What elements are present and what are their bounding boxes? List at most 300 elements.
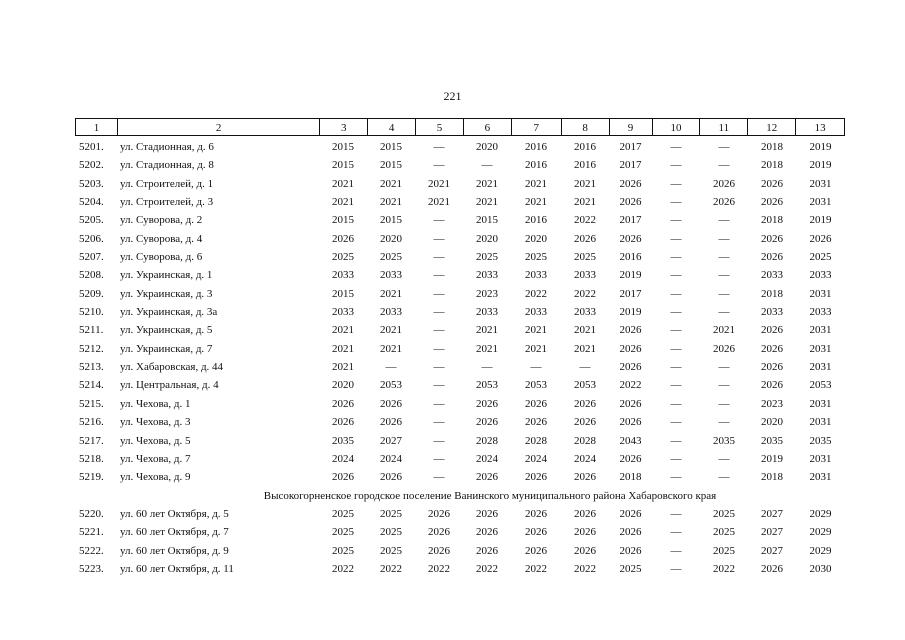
table-cell-col-1: 5202. [79,159,104,172]
table-cell-col-2: ул. Стадионная, д. 8 [120,159,214,172]
schedule-table [75,118,845,578]
table-cell-col-11: 2022 [713,562,735,575]
table-cell-col-7: 2022 [525,562,547,575]
table-cell-col-6: 2026 [476,507,498,520]
table-cell-col-4: 2025 [380,526,402,539]
table-cell-col-7: 2026 [525,416,547,429]
table-cell-col-13: 2035 [809,434,832,447]
table-cell-col-6: 2026 [476,526,498,539]
table-cell-col-13: 2053 [809,379,832,392]
table-row [75,340,845,358]
table-cell-col-2: ул. Хабаровская, д. 44 [120,361,224,374]
table-cell-col-4: 2021 [380,342,402,355]
table-cell-col-2: ул. Украинская, д. 1 [120,269,213,282]
table-cell-col-3: 2035 [332,434,354,447]
table-cell-col-4: 2025 [380,544,402,557]
table-cell-col-4: 2026 [380,397,402,410]
table-cell-col-6: — [481,159,493,172]
table-cell-col-1: 5221. [79,526,104,539]
table-cell-col-7: 2021 [525,342,547,355]
table-cell-col-9: 2026 [619,342,642,355]
header-cell-col-5: 5 [415,119,463,135]
table-cell-col-5: — [433,306,445,319]
table-cell-col-6: 2021 [476,342,498,355]
table-row [75,248,845,266]
table-cell-col-7: 2026 [525,544,547,557]
table-cell-col-6: 2025 [476,251,498,264]
table-cell-col-4: 2026 [380,416,402,429]
table-cell-col-13: 2025 [809,251,832,264]
table-cell-col-12: 2035 [761,434,783,447]
table-cell-col-10: — [670,434,682,447]
table-cell-col-1: 5210. [79,306,104,319]
table-cell-col-1: 5205. [79,214,104,227]
table-cell-col-8: 2033 [574,269,596,282]
table-row [75,285,845,303]
table-cell-col-6: 2021 [476,324,498,337]
table-cell-col-6: 2026 [476,471,498,484]
header-cell-col-11: 11 [699,119,747,135]
table-cell-col-12: 2020 [761,416,783,429]
table-cell-col-1: 5211. [79,324,104,337]
table-cell-col-10: — [670,214,682,227]
table-cell-col-4: 2027 [380,434,402,447]
table-row [75,413,845,431]
table-cell-col-3: 2026 [332,416,354,429]
table-cell-col-9: 2025 [619,562,642,575]
table-cell-col-12: 2026 [761,177,783,190]
table-cell-col-5: — [433,361,445,374]
table-cell-col-2: ул. 60 лет Октября, д. 7 [120,526,229,539]
table-cell-col-9: 2026 [619,177,642,190]
table-cell-col-13: 2031 [809,324,832,337]
table-cell-col-11: — [718,287,730,300]
table-cell-col-7: 2021 [525,324,547,337]
table-cell-col-11: — [718,397,730,410]
table-row [75,193,845,211]
table-cell-col-11: — [718,306,730,319]
table-cell-col-12: 2026 [761,342,783,355]
table-cell-col-11: 2021 [713,324,735,337]
table-cell-col-11: — [718,452,730,465]
table-cell-col-7: — [530,361,542,374]
table-cell-col-2: ул. Чехова, д. 5 [120,434,191,447]
table-cell-col-3: 2022 [332,562,354,575]
table-cell-col-12: 2027 [761,544,783,557]
table-cell-col-11: — [718,269,730,282]
table-cell-col-12: 2033 [761,269,783,282]
table-cell-col-5: — [433,159,445,172]
table-cell-col-6: 2028 [476,434,498,447]
page-number: 221 [443,89,462,103]
table-cell-col-5: 2021 [428,196,450,209]
table-cell-col-13: 2031 [809,361,832,374]
table-cell-col-13: 2031 [809,342,832,355]
table-cell-col-10: — [670,507,682,520]
table-cell-col-2: ул. Суворова, д. 6 [120,251,203,264]
header-cell-col-6: 6 [463,119,511,135]
table-cell-col-11: — [718,361,730,374]
table-cell-col-5: 2026 [428,544,450,557]
table-cell-col-11: — [718,214,730,227]
table-cell-col-6: 2023 [476,287,498,300]
table-cell-col-9: 2026 [619,397,642,410]
table-cell-col-10: — [670,141,682,153]
table-cell-col-2: ул. Чехова, д. 1 [120,397,191,410]
table-cell-col-9: 2017 [619,214,642,227]
table-cell-col-3: 2033 [332,306,354,319]
table-cell-col-3: 2026 [332,471,354,484]
table-cell-col-11: 2026 [713,196,735,209]
table-cell-col-3: 2033 [332,269,354,282]
table-cell-col-3: 2025 [332,251,354,264]
table-cell-col-9: 2017 [619,141,642,153]
table-cell-col-1: 5208. [79,269,104,282]
table-row [75,450,845,468]
table-cell-col-4: 2020 [380,232,402,245]
table-cell-col-8: — [579,361,591,374]
table-cell-col-1: 5218. [79,452,104,465]
table-cell-col-8: 2026 [574,416,596,429]
table-cell-col-9: 2026 [619,544,642,557]
table-cell-col-12: 2018 [761,141,783,153]
table-cell-col-10: — [670,324,682,337]
table-cell-col-10: — [670,269,682,282]
header-cell-col-2: 2 [117,119,319,135]
table-cell-col-5: — [433,416,445,429]
table-cell-col-2: ул. Чехова, д. 9 [120,471,191,484]
table-cell-col-8: 2024 [574,452,596,465]
table-cell-col-2: ул. Центральная, д. 4 [120,379,219,392]
table-cell-col-2: ул. Строителей, д. 3 [120,196,214,209]
header-cell-col-10: 10 [652,119,700,135]
table-cell-col-2: ул. Суворова, д. 4 [120,232,203,245]
table-cell-col-9: 2018 [619,471,642,484]
table-cell-col-4: 2024 [380,452,402,465]
table-cell-col-7: 2053 [525,379,547,392]
table-cell-col-10: — [670,452,682,465]
table-cell-col-8: 2021 [574,177,596,190]
table-cell-col-4: 2022 [380,562,402,575]
table-cell-col-4: 2033 [380,306,402,319]
table-row [75,523,845,541]
table-cell-col-5: — [433,471,445,484]
table-row [75,303,845,321]
table-row [75,175,845,193]
table-cell-col-8: 2022 [574,214,596,227]
table-cell-col-8: 2053 [574,379,596,392]
table-cell-col-11: — [718,141,730,153]
table-cell-col-7: 2026 [525,397,547,410]
table-cell-col-12: 2023 [761,397,783,410]
table-cell-col-6: 2021 [476,196,498,209]
table-cell-col-11: 2025 [713,507,735,520]
table-cell-col-10: — [670,562,682,575]
table-cell-col-7: 2033 [525,306,547,319]
table-cell-col-13: 2029 [809,507,832,520]
table-cell-col-2: ул. 60 лет Октября, д. 5 [120,507,229,520]
table-cell-col-13: 2029 [809,544,832,557]
table-cell-col-4: 2015 [380,159,402,172]
table-cell-col-1: 5216. [79,416,104,429]
table-cell-col-7: 2024 [525,452,547,465]
table-cell-col-6: 2053 [476,379,498,392]
table-cell-col-10: — [670,471,682,484]
table-cell-col-11: — [718,379,730,392]
table-cell-col-5: — [433,141,445,153]
table-cell-col-6: 2033 [476,306,498,319]
table-cell-col-12: 2033 [761,306,783,319]
table-cell-col-8: 2021 [574,342,596,355]
table-cell-col-13: 2019 [809,141,832,153]
table-cell-col-9: 2026 [619,361,642,374]
table-cell-col-2: ул. Суворова, д. 2 [120,214,203,227]
table-cell-col-2: ул. Украинская, д. 7 [120,342,213,355]
table-cell-col-8: 2016 [574,141,596,153]
table-cell-col-10: — [670,416,682,429]
table-cell-col-13: 2029 [809,526,832,539]
table-cell-col-11: 2025 [713,544,735,557]
table-cell-col-5: — [433,342,445,355]
table-cell-col-7: 2016 [525,214,547,227]
table-cell-col-5: — [433,287,445,300]
table-cell-col-4: 2025 [380,507,402,520]
table-cell-col-10: — [670,287,682,300]
table-cell-col-3: 2015 [332,159,354,172]
table-cell-col-3: 2025 [332,507,354,520]
table-cell-col-2: ул. Украинская, д. 5 [120,324,213,337]
table-cell-col-1: 5215. [79,397,104,410]
table-cell-col-10: — [670,397,682,410]
table-cell-col-6: 2021 [476,177,498,190]
table-cell-col-12: 2018 [761,159,783,172]
table-cell-col-3: 2015 [332,214,354,227]
table-cell-col-3: 2026 [332,232,354,245]
table-cell-col-2: ул. Строителей, д. 1 [120,177,214,190]
table-row [75,505,845,523]
table-cell-col-7: 2033 [525,269,547,282]
table-cell-col-7: 2026 [525,526,547,539]
table-cell-col-10: — [670,232,682,245]
table-cell-col-13: 2031 [809,196,832,209]
table-cell-col-9: 2016 [619,251,642,264]
table-cell-col-13: 2026 [809,232,832,245]
table-cell-col-10: — [670,342,682,355]
table-row [75,266,845,284]
table-cell-col-6: 2026 [476,544,498,557]
table-cell-col-6: 2015 [476,214,498,227]
table-cell-col-7: 2025 [525,251,547,264]
table-cell-col-2: ул. Чехова, д. 3 [120,416,191,429]
table-cell-col-11: — [718,471,730,484]
table-cell-col-12: 2026 [761,251,783,264]
table-cell-col-5: — [433,251,445,264]
table-cell-col-5: — [433,324,445,337]
table-cell-col-7: 2016 [525,159,547,172]
table-cell-col-9: 2019 [619,306,642,319]
table-cell-col-8: 2026 [574,544,596,557]
table-cell-col-9: 2026 [619,507,642,520]
table-cell-col-12: 2018 [761,214,783,227]
table-cell-col-9: 2026 [619,196,642,209]
table-cell-col-12: 2026 [761,232,783,245]
table-cell-col-13: 2031 [809,452,832,465]
header-cell-col-7: 7 [511,119,561,135]
table-cell-col-7: 2021 [525,196,547,209]
table-cell-col-3: 2015 [332,287,354,300]
table-cell-col-2: ул. Украинская, д. 3а [120,306,218,319]
table-cell-col-10: — [670,159,682,172]
table-cell-col-8: 2016 [574,159,596,172]
header-cell-col-8: 8 [561,119,609,135]
table-cell-col-4: 2021 [380,177,402,190]
table-cell-col-5: 2022 [428,562,450,575]
table-cell-col-5: — [433,397,445,410]
table-cell-col-3: 2020 [332,379,354,392]
table-cell-col-9: 2026 [619,526,642,539]
table-cell-col-8: 2026 [574,397,596,410]
table-cell-col-2: ул. 60 лет Октября, д. 9 [120,544,229,557]
table-cell-col-4: 2021 [380,324,402,337]
table-cell-col-8: 2022 [574,562,596,575]
table-row [75,432,845,450]
table-cell-col-1: 5220. [79,507,104,520]
table-cell-col-7: 2021 [525,177,547,190]
table-cell-col-1: 5214. [79,379,104,392]
table-cell-col-12: 2026 [761,379,783,392]
table-cell-col-1: 5222. [79,544,104,557]
table-cell-col-6: 2020 [476,141,498,153]
table-row [75,321,845,339]
table-body-section-a [75,138,845,487]
table-cell-col-11: — [718,232,730,245]
table-cell-col-3: 2025 [332,526,354,539]
table-cell-col-7: 2020 [525,232,547,245]
table-cell-col-10: — [670,196,682,209]
table-cell-col-4: 2025 [380,251,402,264]
table-cell-col-10: — [670,361,682,374]
table-body-section-b [75,505,845,578]
table-cell-col-4: 2015 [380,141,402,153]
table-cell-col-10: — [670,251,682,264]
table-cell-col-4: 2053 [380,379,402,392]
table-cell-col-10: — [670,177,682,190]
table-cell-col-13: 2031 [809,397,832,410]
table-row [75,395,845,413]
table-cell-col-11: 2025 [713,526,735,539]
table-cell-col-13: 2019 [809,159,832,172]
table-cell-col-13: 2031 [809,287,832,300]
table-cell-col-9: 2019 [619,269,642,282]
table-cell-col-2: ул. Чехова, д. 7 [120,452,191,465]
table-cell-col-12: 2018 [761,287,783,300]
table-cell-col-3: 2015 [332,141,354,153]
table-cell-col-3: 2021 [332,177,354,190]
table-cell-col-11: — [718,416,730,429]
table-cell-col-12: 2026 [761,562,783,575]
table-cell-col-5: 2021 [428,177,450,190]
table-cell-col-8: 2033 [574,306,596,319]
header-cell-col-9: 9 [609,119,652,135]
table-cell-col-1: 5219. [79,471,104,484]
table-cell-col-1: 5209. [79,287,104,300]
table-cell-col-5: 2026 [428,526,450,539]
table-cell-col-8: 2022 [574,287,596,300]
table-cell-col-4: 2026 [380,471,402,484]
table-cell-col-5: 2026 [428,507,450,520]
table-cell-col-1: 5213. [79,361,104,374]
table-cell-col-7: 2016 [525,141,547,153]
table-cell-col-9: 2026 [619,452,642,465]
table-cell-col-1: 5223. [79,562,104,575]
table-cell-col-12: 2027 [761,526,783,539]
table-cell-col-9: 2022 [619,379,642,392]
table-row [75,230,845,248]
table-cell-col-13: 2031 [809,177,832,190]
table-cell-col-3: 2026 [332,397,354,410]
table-cell-col-11: — [718,251,730,264]
table-cell-col-2: ул. 60 лет Октября, д. 11 [120,562,234,575]
table-header-row [75,118,845,136]
table-cell-col-12: 2026 [761,324,783,337]
table-cell-col-8: 2026 [574,526,596,539]
table-cell-col-4: 2021 [380,287,402,300]
table-cell-col-13: 2033 [809,269,832,282]
header-cell-col-13: 13 [795,119,844,135]
table-cell-col-5: — [433,379,445,392]
table-row [75,560,845,578]
table-cell-col-11: 2026 [713,177,735,190]
table-cell-col-13: 2019 [809,214,832,227]
table-cell-col-6: 2020 [476,232,498,245]
table-cell-col-1: 5206. [79,232,104,245]
table-cell-col-7: 2028 [525,434,547,447]
table-cell-col-6: 2026 [476,416,498,429]
table-cell-col-9: 2043 [619,434,642,447]
table-row [75,542,845,560]
table-cell-col-4: — [385,361,397,374]
table-row [75,468,845,486]
table-cell-col-8: 2026 [574,507,596,520]
table-cell-col-1: 5207. [79,251,104,264]
table-cell-col-11: 2026 [713,342,735,355]
table-cell-col-7: 2022 [525,287,547,300]
table-cell-col-5: — [433,269,445,282]
table-row [75,376,845,394]
table-cell-col-10: — [670,526,682,539]
table-cell-col-12: 2019 [761,452,783,465]
table-cell-col-13: 2030 [809,562,832,575]
table-row [75,211,845,229]
table-cell-col-8: 2021 [574,324,596,337]
table-cell-col-2: ул. Украинская, д. 3 [120,287,213,300]
table-cell-col-4: 2021 [380,196,402,209]
table-cell-col-4: 2033 [380,269,402,282]
section-title: Высокогорненское городское поселение Ванинского муниципального района Хабаровского края [263,489,717,502]
table-cell-col-13: 2031 [809,471,832,484]
table-cell-col-6: 2022 [476,562,498,575]
table-cell-col-2: ул. Стадионная, д. 6 [120,141,214,153]
table-cell-col-7: 2026 [525,507,547,520]
table-cell-col-1: 5201. [79,141,104,153]
header-cell-col-1: 1 [93,122,100,134]
table-cell-col-5: — [433,452,445,465]
table-cell-col-3: 2021 [332,196,354,209]
table-cell-col-7: 2026 [525,471,547,484]
table-row [75,156,845,174]
table-cell-col-6: 2033 [476,269,498,282]
table-cell-col-11: 2035 [713,434,735,447]
